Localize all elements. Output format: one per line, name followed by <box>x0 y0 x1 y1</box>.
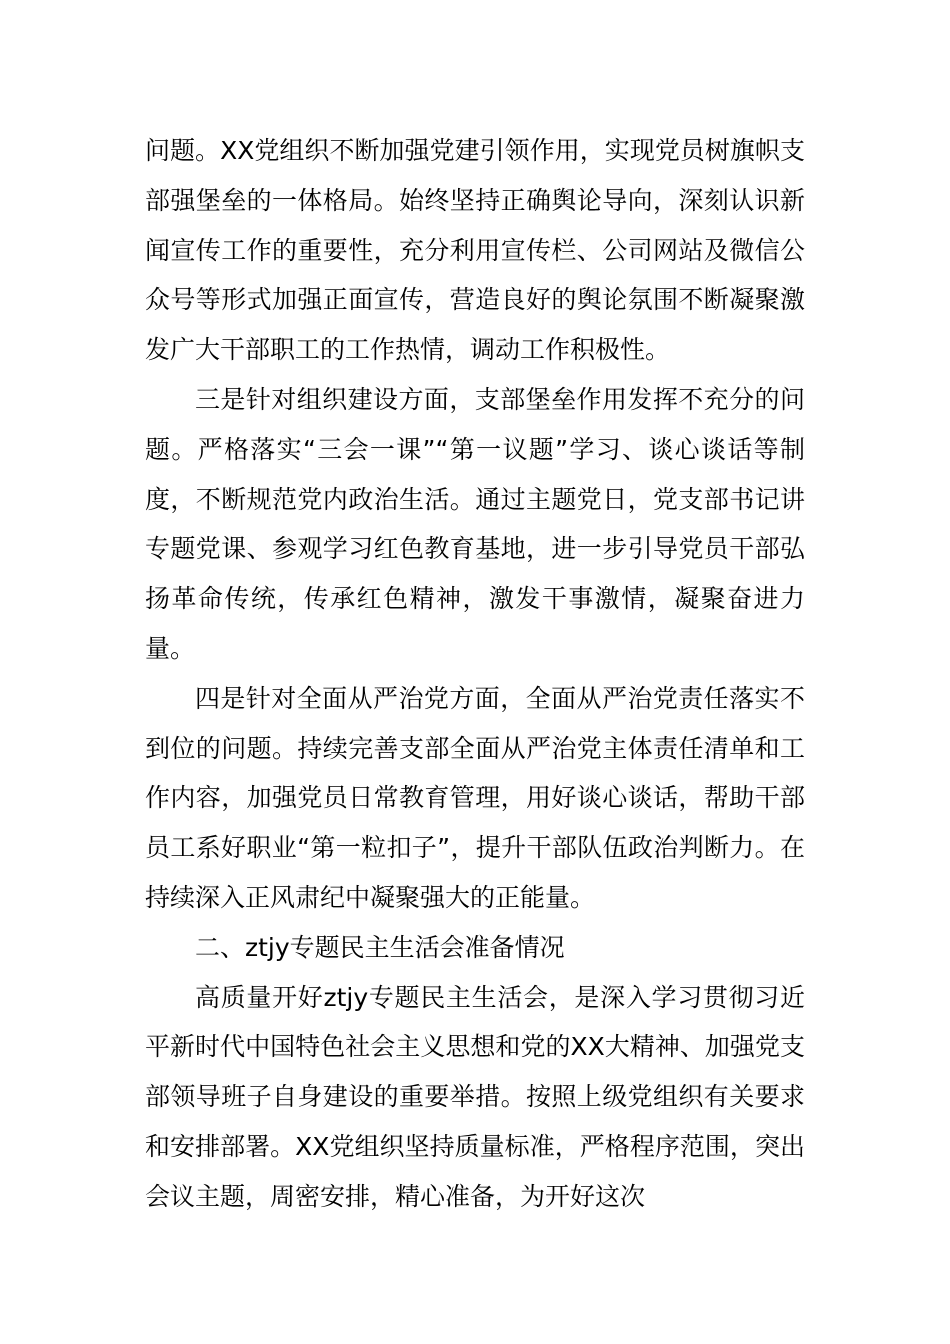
document-body <box>145 126 805 1222</box>
section-heading: 二、ztjy专题民主生活会准备情况 <box>195 932 565 962</box>
paragraph-3: 四是针对全面从严治党方面，全面从严治党责任落实不到位的问题。持续完善支部全面从严治党主体责任清单和工作内容，加强党员日常教育管理，用好谈心谈话，帮助干部员工系好职业“第一粒扣子”，提升干部队伍政治判断力。在持续深入正风肃纪中凝聚强大的正能量。 <box>145 683 805 912</box>
paragraph-2: 三是针对组织建设方面，支部堡垒作用发挥不充分的问题。严格落实“三会一课”“第一议题”学习、谈心谈话等制度，不断规范党内政治生活。通过主题党日，党支部书记讲专题党课、参观学习红色教育基地，进一步引导党员干部弘扬革命传统，传承红色精神，激发干事激情，凝聚奋进力量。 <box>145 384 805 663</box>
paragraph-1: 问题。XX党组织不断加强党建引领作用，实现党员树旗帜支部强堡垒的一体格局。始终坚持正确舆论导向，深刻认识新闻宣传工作的重要性，充分利用宣传栏、公司网站及微信公众号等形式加强正面宣传，营造良好的舆论氛围不断凝聚激发广大干部职工的工作热情，调动工作积极性。 <box>145 136 805 365</box>
paragraph-5: 高质量开好ztjy专题民主生活会，是深入学习贯彻习近平新时代中国特色社会主义思想和党的XX大精神、加强党支部领导班子自身建设的重要举措。按照上级党组织有关要求和安排部署。XX党组织坚持质量标准，严格程序范围，突出会议主题，周密安排，精心准备，为开好这次 <box>145 982 805 1211</box>
